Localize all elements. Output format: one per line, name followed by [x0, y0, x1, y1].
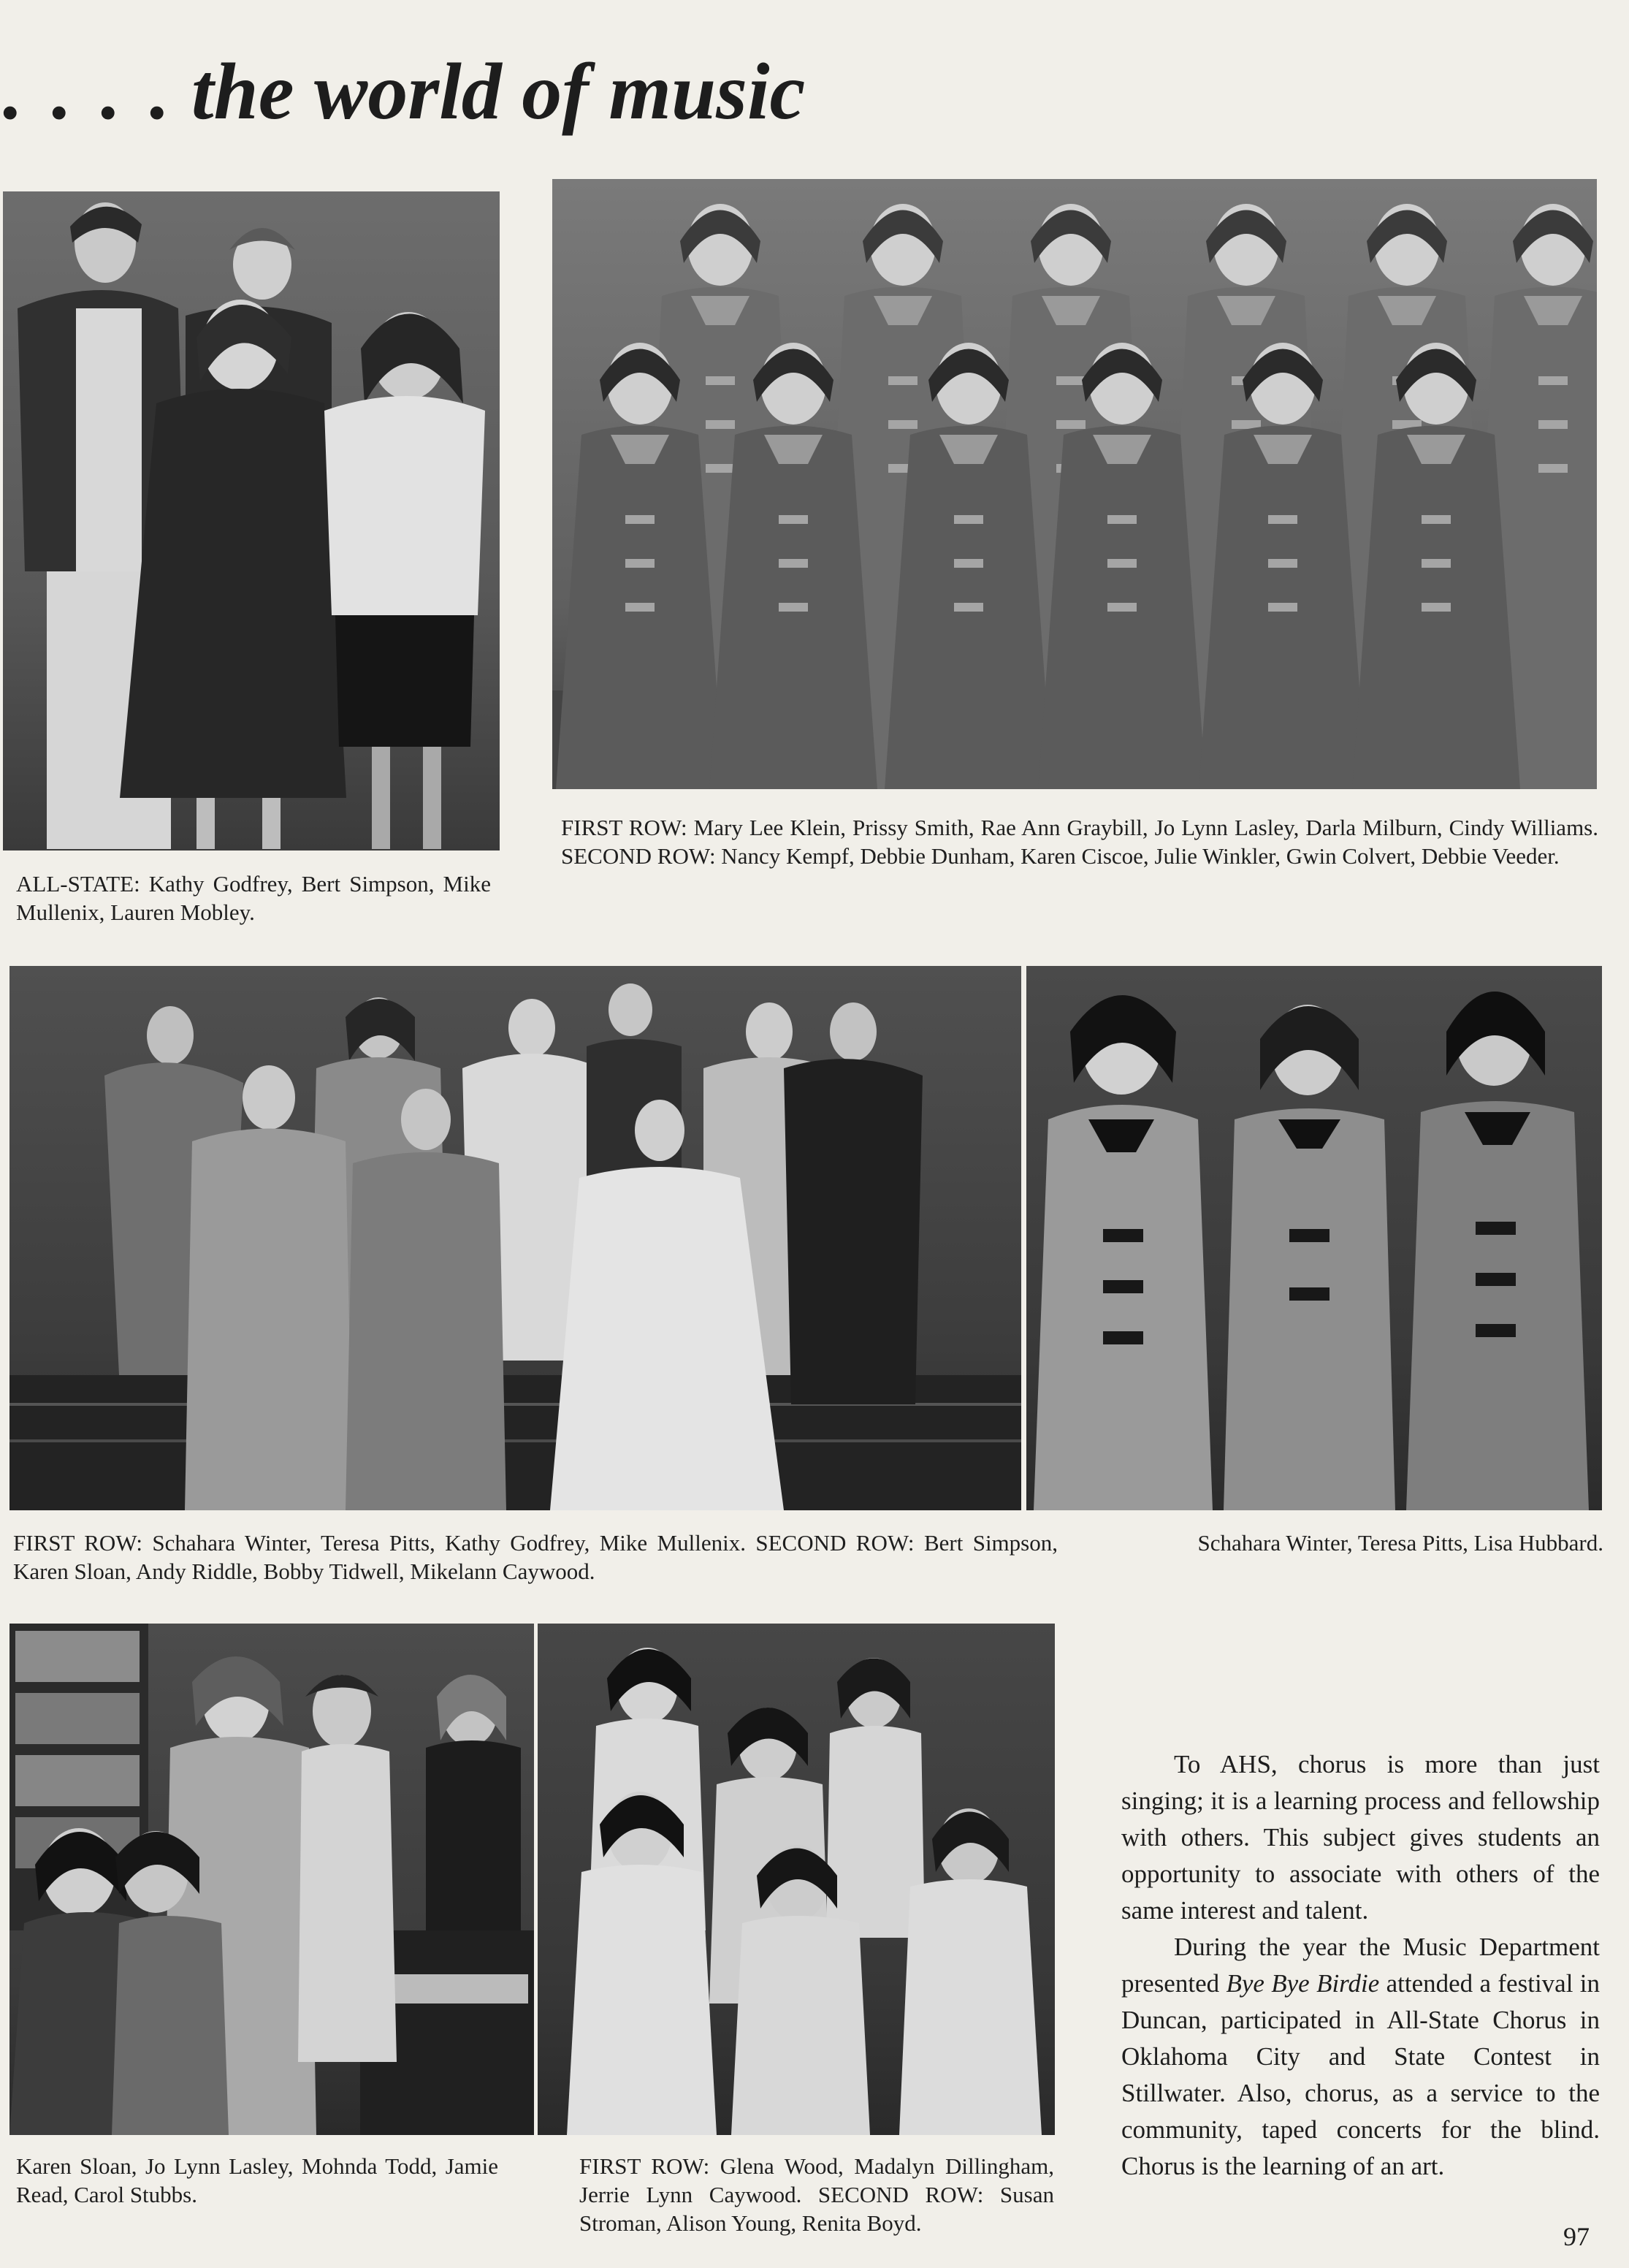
page-title: [0, 37, 1183, 146]
article-paragraph-2: [1121, 1929, 1600, 2185]
trio-photo: [1026, 966, 1602, 1510]
all-state-caption: ALL-STATE: Kathy Godfrey, Bert Simpson, Mike Mullenix, Lauren Mobley.: [16, 871, 491, 925]
trio-caption: Schahara Winter, Teresa Pitts, Lisa Hubbard.: [1197, 1530, 1603, 1556]
paragraph-2-end: attended a festival in Duncan, participated in All-State Chorus in Oklahoma City and State Contest in Stillwater. Also, chorus, as a service to the community, taped concerts for the blind. Chorus is the learning of an art.: [1121, 1969, 1600, 2180]
article-text: [1121, 1746, 1600, 2185]
gown-group-photo: [538, 1624, 1055, 2135]
title-dots: . . . .: [0, 47, 172, 136]
chorus-group-photo: [552, 179, 1597, 789]
piano-group-photo: [9, 1624, 534, 2135]
costume-cast-photo: [9, 966, 1021, 1510]
musical-title: Bye Bye Birdie: [1226, 1969, 1380, 1998]
piano-group-caption: Karen Sloan, Jo Lynn Lasley, Mohnda Todd, Jamie Read, Carol Stubbs.: [16, 2153, 498, 2207]
title-text: the world of music: [191, 47, 806, 136]
chorus-group-caption: FIRST ROW: Mary Lee Klein, Prissy Smith, Rae Ann Graybill, Jo Lynn Lasley, Darla Milburn, Cindy Williams. SECOND ROW: Nancy Kempf, Debbie Dunham, Karen Ciscoe, Julie Winkler, Gwin Colvert, Debbie Veeder.: [561, 815, 1598, 869]
gown-group-caption: FIRST ROW: Glena Wood, Madalyn Dillingham, Jerrie Lynn Caywood. SECOND ROW: Susan Stroman, Alison Young, Renita Boyd.: [579, 2153, 1054, 2236]
page-number: 97: [1563, 2222, 1590, 2251]
paragraph-2-start: During the year the Music Department presented: [1121, 1933, 1600, 1998]
costume-cast-caption: FIRST ROW: Schahara Winter, Teresa Pitts, Kathy Godfrey, Mike Mullenix. SECOND ROW: Bert Simpson, Karen Sloan, Andy Riddle, Bobby Tidwell, Mikelann Caywood.: [13, 1530, 1058, 1584]
article-paragraph-1: To AHS, chorus is more than just singing; it is a learning process and fellowship with others. This subject gives students an opportunity to associate with others of the same interest and talent.: [1121, 1750, 1600, 1925]
all-state-photo: [3, 191, 500, 850]
